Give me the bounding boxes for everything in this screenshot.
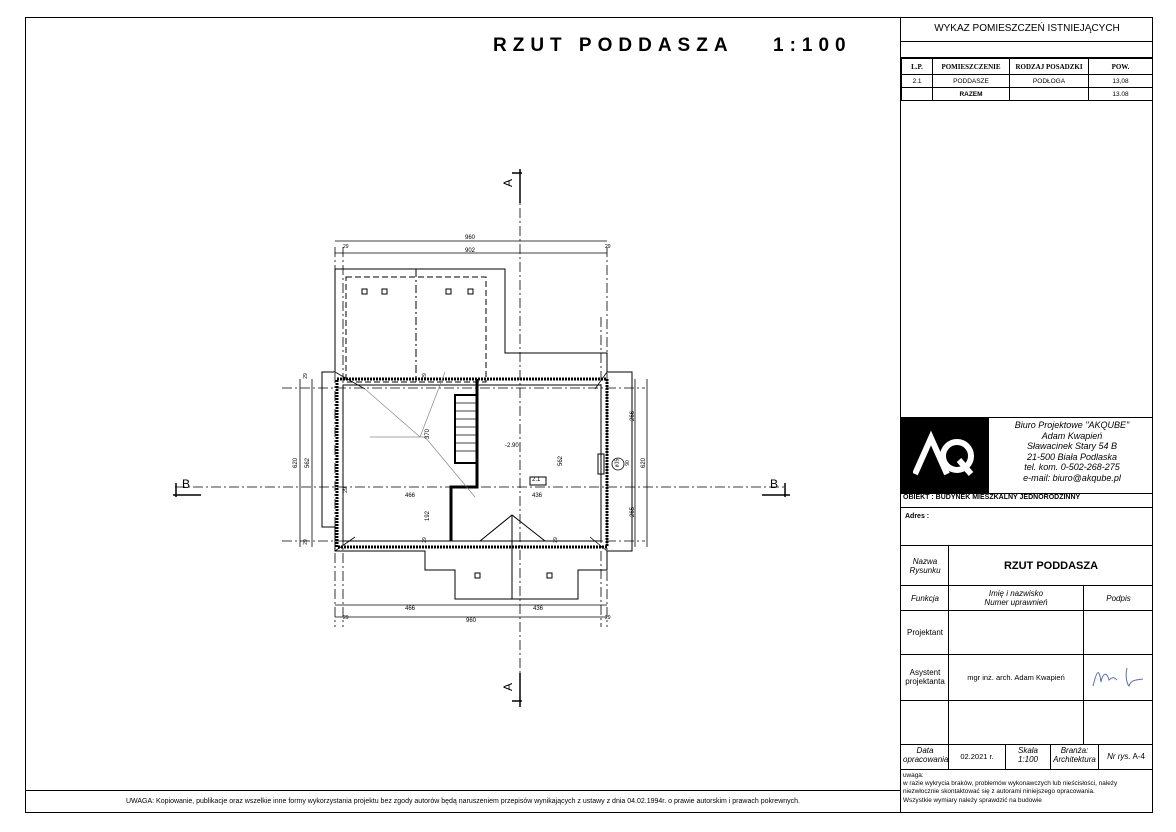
dim-bottom-left: 466 xyxy=(405,606,416,612)
cell-lp xyxy=(902,88,933,101)
floor-plan-svg xyxy=(25,17,901,790)
dim-bottom-right: 436 xyxy=(533,606,544,612)
dim-bottom-total: 960 xyxy=(466,618,477,624)
title-block xyxy=(900,17,1153,813)
office-city: 21-500 Biała Podlaska xyxy=(1026,451,1118,462)
section-a-top: A xyxy=(501,178,516,188)
floor-plan-area xyxy=(25,17,901,790)
room-number: 2.1 xyxy=(532,477,541,483)
cell-floor: PODŁOGA xyxy=(1010,75,1089,88)
cell-area: 13,08 xyxy=(1089,75,1153,88)
dim-top-right: 29 xyxy=(605,244,611,250)
col-area: POW. xyxy=(1089,59,1153,75)
drawing-scale: 1:100 xyxy=(773,35,852,56)
cell-area: 13.08 xyxy=(1089,88,1153,101)
dim-inner-right: 436 xyxy=(532,493,543,499)
office-address xyxy=(991,420,1153,484)
section-b-left: B xyxy=(182,477,191,491)
company-logo xyxy=(901,418,989,493)
office-email: e-mail: biuro@akqube.pl xyxy=(1023,472,1121,483)
dim-right-top: 266 xyxy=(630,410,637,422)
remarks xyxy=(903,772,1155,805)
staircase xyxy=(455,395,477,463)
section-b-right: B xyxy=(770,477,779,491)
office-street: Sławacinek Stary 54 B xyxy=(1026,441,1118,452)
remarks-title: uwaga: xyxy=(903,772,924,779)
assistant-label: Asystent projektanta xyxy=(905,668,945,686)
dim-right-inner: 562 xyxy=(558,455,565,467)
cell-lp: 2.1 xyxy=(902,75,933,88)
drawing-name-value: RZUT PODDASZA xyxy=(1003,560,1099,572)
date-value: 02.2021 r. xyxy=(960,752,994,761)
chimney-label: ø15 xyxy=(614,458,621,468)
office-owner: Adam Kwapień xyxy=(1041,430,1103,441)
dim-right-bot: 265 xyxy=(630,506,637,518)
dim-stair-low: 192 xyxy=(425,510,432,522)
sheet-number-label: Nr rys. xyxy=(1107,752,1131,761)
col-room: POMIESZCZENIE xyxy=(933,59,1010,75)
date-label: Data opracowania xyxy=(903,746,949,764)
cell-floor xyxy=(1010,88,1089,101)
dim-stair-h: 370 xyxy=(425,428,432,440)
handwritten-signature xyxy=(1089,662,1149,692)
copyright-note: UWAGA: Kopiowanie, publikacje oraz wszelkie inne formy wykorzystania projektu bez zgody autorów będą naruszeniem przepisów wynikających z ustawy z dnia 04.02.1994r. o prawie autorskim i prawach pokrewnych. xyxy=(25,790,901,813)
dim-bottom-r29: 29 xyxy=(605,615,611,621)
dim-left-top29: 29 xyxy=(302,373,309,379)
drawing-title: RZUT PODDASZA xyxy=(493,35,734,56)
level-mark: -2.90 xyxy=(505,443,519,449)
discipline-label: Branża: Architektura xyxy=(1053,746,1096,764)
col-floor: RODZAJ POSADZKI xyxy=(1010,59,1089,75)
dim-mid-29b: 29 xyxy=(421,537,428,543)
remarks-line: Wszystkie wymiary należy sprawdzić na budowie xyxy=(903,796,1042,804)
sheet-number-value: A-4 xyxy=(1132,752,1145,761)
function-label: Funkcja xyxy=(910,594,939,603)
dim-mid-29c: 29 xyxy=(552,537,559,543)
table-row xyxy=(902,75,1153,88)
remarks-line: w razie wykrycia braków, problemów wykonawczych lub nieścisłości, należy xyxy=(903,780,1118,788)
office-phone: tel. kom. 0-502-268-275 xyxy=(1024,462,1120,473)
dim-mid-29a: 29 xyxy=(421,373,428,379)
designer-label: Projektant xyxy=(906,628,944,637)
cell-room: RAZEM xyxy=(933,88,1010,101)
dim-top-left: 29 xyxy=(343,244,349,250)
section-a-bottom: A xyxy=(501,682,516,692)
drawing-name-label: Nazwa Rysunku xyxy=(909,557,941,575)
remarks-line: niezwłocznie skontaktować się z autorami niniejszego opracowania. xyxy=(903,788,1095,796)
dim-right-total: 620 xyxy=(641,457,648,469)
dim-bottom-l29: 29 xyxy=(343,615,349,621)
address-label: Adres : xyxy=(905,513,930,520)
rooms-table xyxy=(901,58,1153,101)
dim-right-mid: 90 xyxy=(624,460,631,466)
col-lp: L.P. xyxy=(902,59,933,75)
scale-label: Skala 1:100 xyxy=(1017,746,1039,764)
signature-header: Podpis xyxy=(1106,594,1131,603)
dim-mid-29d: 29 xyxy=(342,487,349,493)
sheet-number xyxy=(1099,752,1153,761)
aq-logo-icon xyxy=(913,430,977,480)
office-name: Biuro Projektowe "AKQUBE" xyxy=(1014,420,1130,430)
dim-left-inner: 562 xyxy=(305,457,312,469)
rooms-header-row xyxy=(902,59,1153,75)
rooms-list-title: WYKAZ POMIESZCZEŃ ISTNIEJĄCYCH xyxy=(901,17,1153,42)
dim-inner-left: 466 xyxy=(405,493,416,499)
object-name: OBIEKT : BUDYNEK MIESZKALNY JEDNORODZINNY xyxy=(903,494,1081,501)
office-block xyxy=(901,417,1153,494)
dim-top-total: 960 xyxy=(465,235,476,241)
assistant-name: mgr inż. arch. Adam Kwapień xyxy=(967,673,1065,682)
dim-left-bot29: 29 xyxy=(302,539,309,545)
dim-left-total: 620 xyxy=(293,457,300,469)
cell-room: PODDASZE xyxy=(933,75,1010,88)
name-header: Imię i nazwisko Numer uprawnień xyxy=(984,589,1048,607)
table-row xyxy=(902,88,1153,101)
dim-top-inner: 902 xyxy=(465,248,476,254)
